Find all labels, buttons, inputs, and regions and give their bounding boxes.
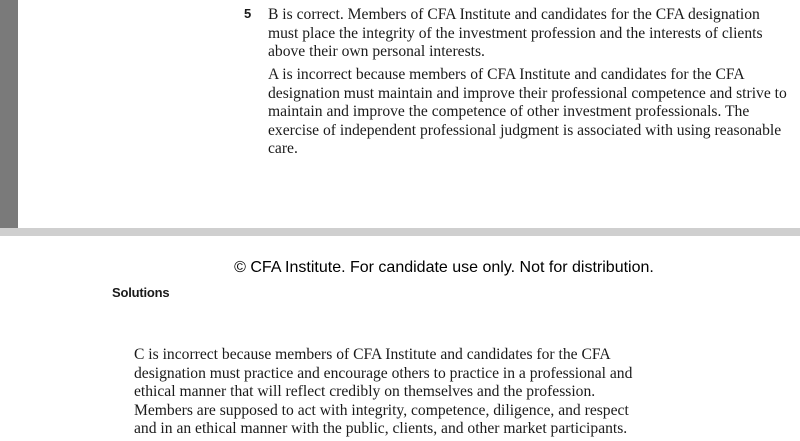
copyright-text: © CFA Institute. For candidate use only. Not for distribution. [234, 259, 654, 276]
section-heading: Solutions [112, 285, 170, 300]
page-separator [0, 228, 800, 236]
answer-correct-paragraph: B is correct. Members of CFA Institute and candidates for the CFA designation must place the integrity of the investment profession and the interests of clients above their own personal interests. [268, 6, 763, 60]
page-margin-bar [0, 0, 18, 228]
answer-a-explanation: A is incorrect because members of CFA Institute and candidates for the CFA designation must maintain and improve their professional competence and strive to maintain and improve the competence of other investment professionals. The exercise of independent professional judgment is associated with using reasonable care. [268, 66, 787, 157]
copyright-notice [0, 258, 800, 278]
question-number: 5 [244, 6, 252, 21]
answer-c-explanation: C is incorrect because members of CFA Institute and candidates for the CFA designation must practice and encourage others to practice in a professional and ethical manner that will reflect credibly on themselves and the profession. Members are supposed to act with integrity, competence, diligence, and respect and in an ethical manner with the public, clients, and other market participants. [134, 346, 633, 437]
